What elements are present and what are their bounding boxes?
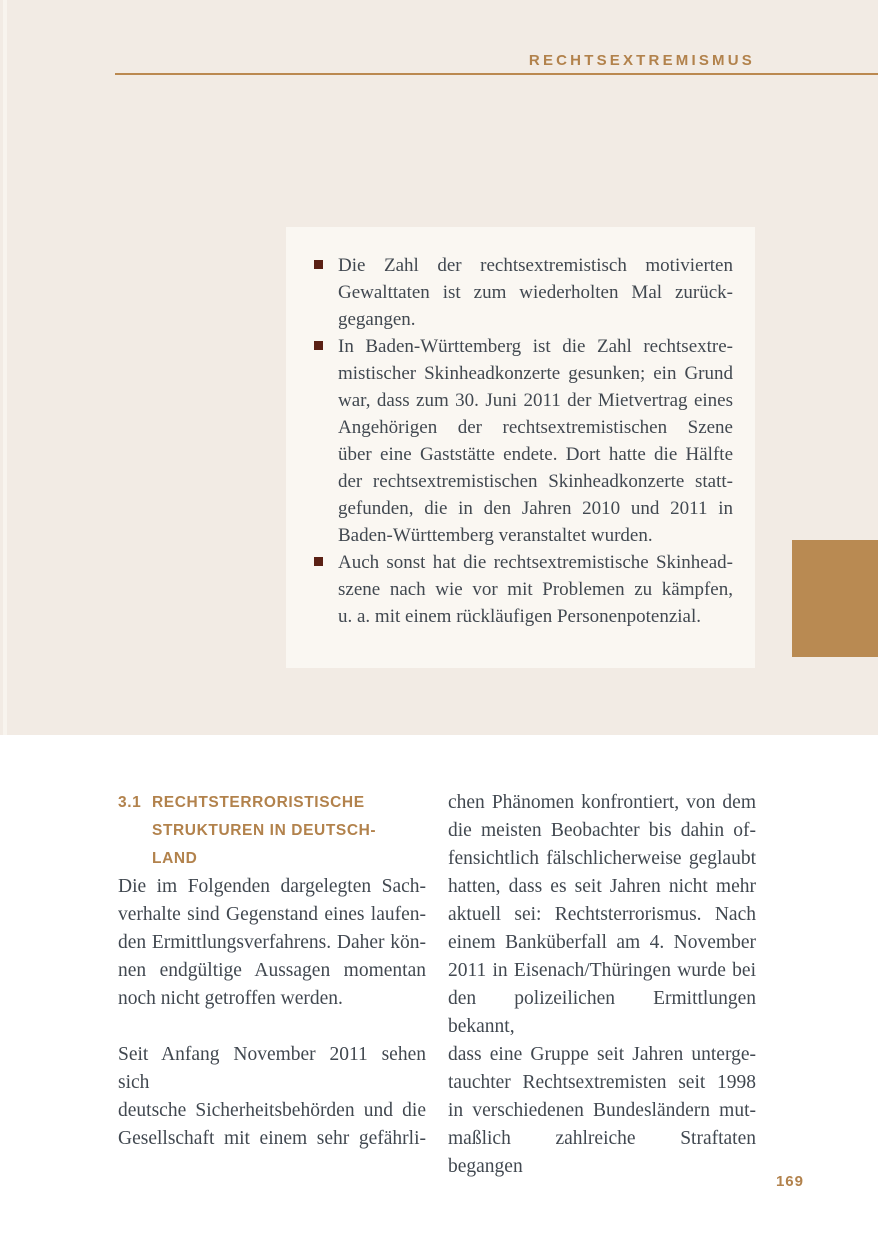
text-line: der rechtsextremistischen Skinheadkonzerte statt- [338, 471, 733, 492]
text-column-left [118, 789, 426, 1181]
text-line: Gesellschaft mit einem sehr gefährli- [118, 1128, 426, 1149]
page-number: 169 [775, 1173, 804, 1190]
paragraph [118, 873, 426, 1013]
paragraph [118, 1041, 426, 1153]
text-line: szene nach wie vor mit Problemen zu kämpfen, [338, 579, 733, 600]
text-line: Die Zahl der rechtsextremistisch motivierten [338, 255, 733, 276]
section-heading [118, 789, 426, 873]
text-line: den polizeilichen Ermittlungen bekannt, [448, 988, 756, 1037]
text-line: gegangen. [338, 309, 416, 330]
text-line: dass eine Gruppe seit Jahren unterge- [448, 1044, 756, 1065]
text-line: die meisten Beobachter bis dahin of- [448, 820, 756, 841]
text-line: mistischer Skinheadkonzerte gesunken; ein Grund [338, 363, 733, 384]
two-column-body [118, 789, 756, 1181]
text-line: Gewalttaten ist zum wiederholten Mal zurück- [338, 282, 733, 303]
header-rule [115, 73, 878, 75]
text-line: einem Banküberfall am 4. November [448, 932, 756, 953]
text-line: In Baden-Württemberg ist die Zahl rechtsextre- [338, 336, 733, 357]
text-line: Baden-Württemberg veranstaltet wurden. [338, 525, 653, 546]
text-line: tauchter Rechtsextremisten seit 1998 [448, 1072, 756, 1093]
summary-bullet [314, 252, 733, 333]
bullet-square-icon [314, 557, 323, 566]
bullet-square-icon [314, 341, 323, 350]
left-column-paragraphs [118, 873, 426, 1153]
summary-box [286, 227, 755, 668]
text-line: war, dass zum 30. Juni 2011 der Mietvertrag eines [338, 390, 733, 411]
text-line: hatten, dass es seit Jahren nicht mehr [448, 876, 756, 897]
text-line: 2011 in Eisenach/Thüringen wurde bei [448, 960, 756, 981]
text-line: den Ermittlungsverfahrens. Daher kön- [118, 932, 426, 953]
text-line: in verschiedenen Bundesländern mut- [448, 1100, 756, 1121]
text-line: Angehörigen der rechtsextremistischen Szene [338, 417, 733, 438]
text-column-right [448, 789, 756, 1181]
section-number: 3.1 [118, 794, 142, 811]
chapter-tab-marker [792, 540, 878, 657]
text-line: noch nicht getroffen werden. [118, 988, 343, 1009]
heading-line: LAND [152, 850, 198, 867]
text-line: Auch sonst hat die rechtsextremistische Skinhead- [338, 552, 733, 573]
paragraph [448, 789, 756, 1181]
text-line: Seit Anfang November 2011 sehen sich [118, 1044, 426, 1093]
text-line: aktuell sei: Rechtsterrorismus. Nach [448, 904, 756, 925]
bullet-square-icon [314, 260, 323, 269]
text-line: verhalte sind Gegenstand eines laufen- [118, 904, 426, 925]
running-header-title: RECHTSEXTREMISMUS [528, 52, 755, 69]
text-line: nen endgültige Aussagen momentan [118, 960, 426, 981]
heading-line: RECHTSTERRORISTISCHE [152, 794, 365, 811]
heading-line: STRUKTUREN IN DEUTSCH- [152, 822, 377, 839]
text-line: u. a. mit einem rückläufigen Personenpotenzial. [338, 606, 701, 627]
text-line: chen Phänomen konfrontiert, von dem [448, 792, 756, 813]
text-line: Die im Folgenden dargelegten Sach- [118, 876, 426, 897]
text-line: gefunden, die in den Jahren 2010 und 2011 in [338, 498, 733, 519]
text-line: über eine Gaststätte endete. Dort hatte die Hälfte [338, 444, 733, 465]
text-line: maßlich zahlreiche Straftaten begangen [448, 1128, 756, 1177]
summary-bullet [314, 333, 733, 549]
text-line: deutsche Sicherheitsbehörden und die [118, 1100, 426, 1121]
text-line: fensichtlich fälschlicherweise geglaubt [448, 848, 756, 869]
page-edge-strip [3, 0, 7, 735]
summary-bullet [314, 549, 733, 630]
section-heading-lines [152, 789, 376, 873]
right-column-paragraphs [448, 789, 756, 1181]
